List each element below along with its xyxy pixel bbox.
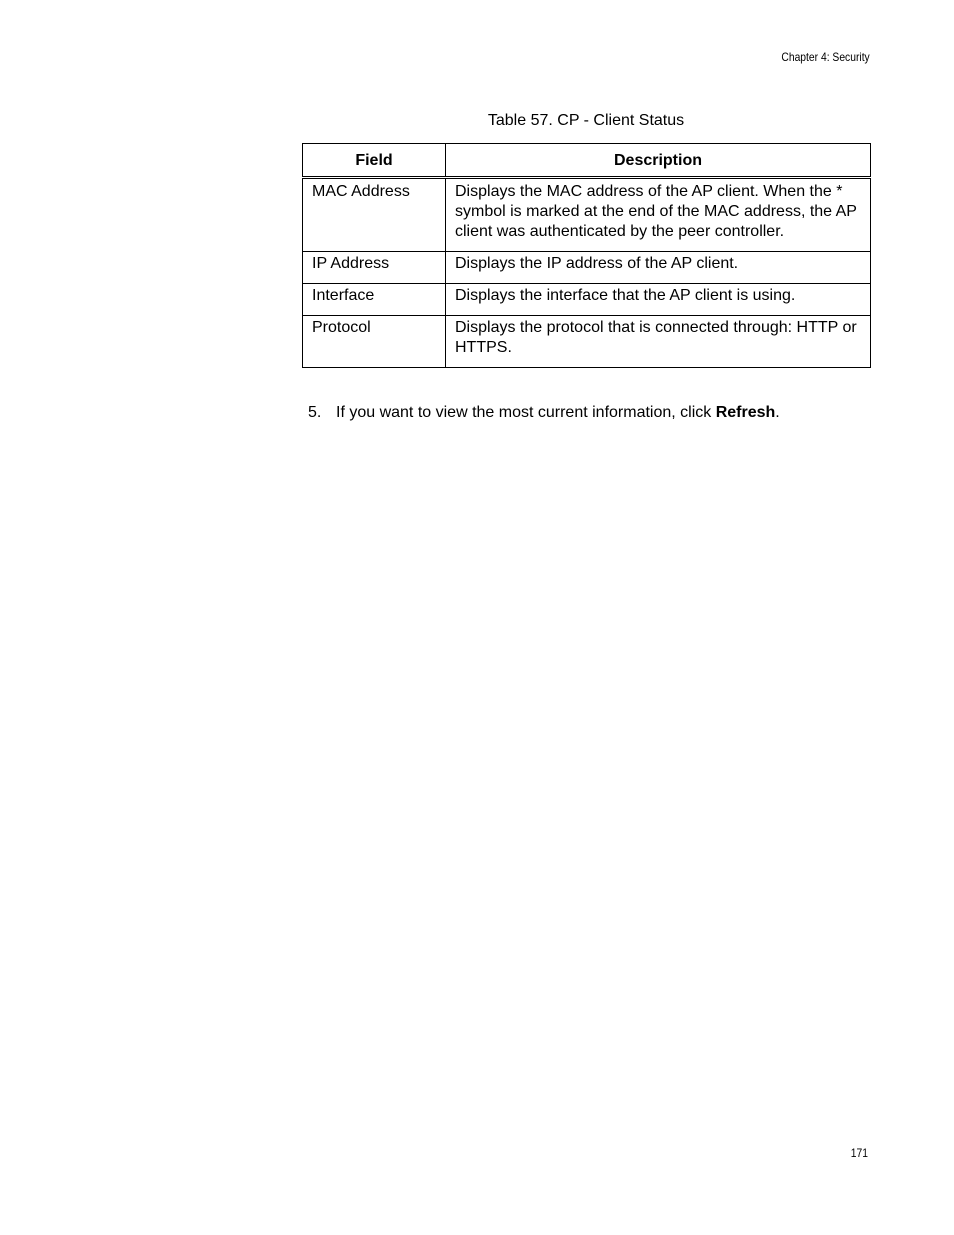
field-cell: Interface — [303, 284, 446, 316]
page-number: 171 — [850, 1146, 868, 1160]
field-cell: IP Address — [303, 252, 446, 284]
running-header: Chapter 4: Security — [781, 50, 870, 64]
description-cell: Displays the interface that the AP client is using. — [446, 284, 871, 316]
client-status-table — [302, 143, 871, 368]
description-cell: Displays the MAC address of the AP client. When the * symbol is marked at the end of the MAC address, the AP client was authenticated by the peer controller. — [446, 178, 871, 252]
step-bold-term: Refresh — [715, 404, 776, 421]
table-header-row — [303, 144, 871, 178]
step-text: If you want to view the most current information, click — [336, 404, 716, 421]
table-row — [303, 178, 871, 252]
procedure-step — [308, 404, 780, 422]
step-text-end: . — [775, 404, 780, 421]
table-row — [303, 316, 871, 368]
field-cell: Protocol — [303, 316, 446, 368]
description-cell: Displays the IP address of the AP client. — [446, 252, 871, 284]
column-header-description: Description — [446, 144, 871, 178]
description-cell: Displays the protocol that is connected through: HTTP or HTTPS. — [446, 316, 871, 368]
table-row — [303, 284, 871, 316]
field-cell: MAC Address — [303, 178, 446, 252]
column-header-field: Field — [303, 144, 446, 178]
table-row — [303, 252, 871, 284]
step-number: 5. — [308, 404, 322, 421]
table-caption: Table 57. CP - Client Status — [487, 112, 685, 129]
